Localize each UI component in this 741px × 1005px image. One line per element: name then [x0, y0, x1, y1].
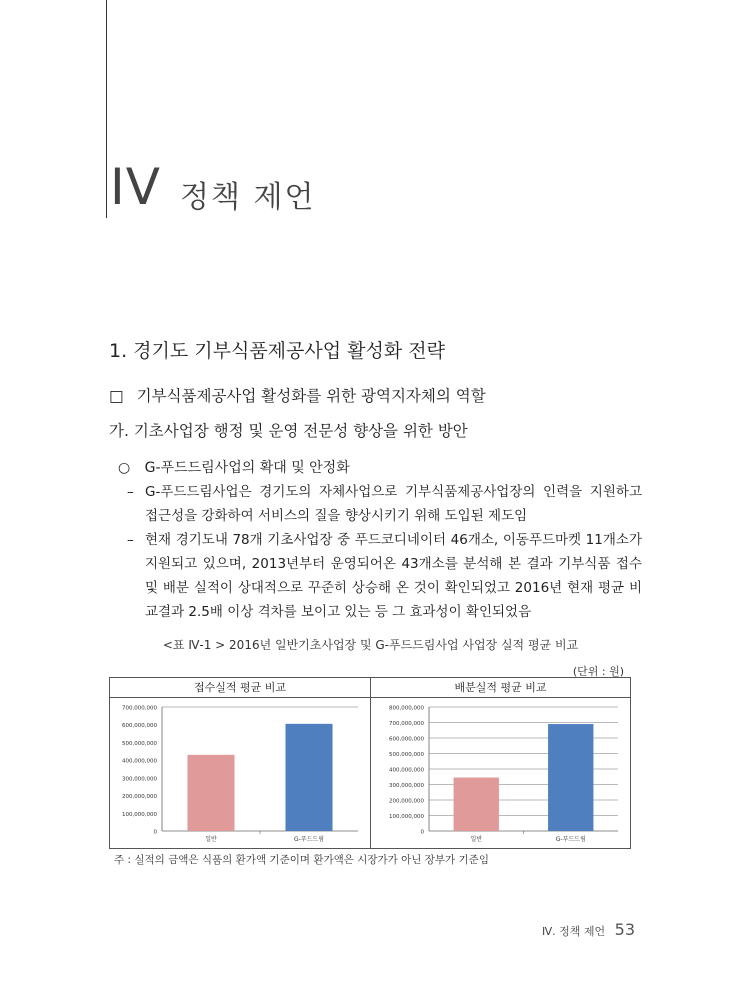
- dash-marker: –: [127, 532, 134, 548]
- page-footer: [542, 920, 635, 939]
- receipt-chart: [110, 699, 370, 849]
- y-tick-label: 300,000,000: [122, 776, 157, 783]
- page-number: 53: [614, 920, 635, 939]
- y-tick-label: 500,000,000: [389, 752, 424, 758]
- chart-table-frame: [109, 677, 631, 849]
- y-tick-label: 700,000,000: [389, 721, 424, 727]
- chapter-divider-line: [106, 0, 107, 218]
- y-tick-label: 100,000,000: [122, 811, 157, 818]
- chart-1-title: 접수실적 평균 비교: [110, 678, 370, 698]
- x-tick-label: G-푸드드림: [294, 836, 324, 843]
- section-title: 1. 경기도 기부식품제공사업 활성화 전략: [109, 340, 445, 362]
- subsection-heading: [109, 384, 486, 406]
- distribution-chart: [371, 699, 630, 849]
- bar-gfood: [548, 724, 593, 831]
- circle-bullet: ○: [118, 460, 131, 476]
- y-tick-label: 0: [420, 829, 424, 836]
- bar-general: [187, 755, 234, 831]
- footer-label: Ⅳ. 정책 제언: [541, 925, 606, 938]
- y-tick-label: 300,000,000: [389, 783, 424, 789]
- bar-gfood: [285, 724, 332, 831]
- paragraph-text: 현재 경기도내 78개 기초사업장 중 푸드코디네이터 46개소, 이동푸드마켓 11개소가 지원되고 있으며, 2013년부터 운영되어온 43개소를 분석해 본 결과 기부식품 접수 및 배분 실적이 상대적으로 꾸준히 상승해 온 것이 확인되었고 2016년 현재 평균 비교결과 2.5배 이상 격차를 보이고 있는 등 그 효과성이 확인되었음: [145, 532, 642, 620]
- paragraph-2: [127, 528, 642, 624]
- y-tick-label: 700,000,000: [122, 705, 157, 712]
- paragraph-text: G-푸드드림사업은 경기도의 자체사업으로 기부식품제공사업장의 인력을 지원하고 접근성을 강화하여 서비스의 질을 향상시키기 위해 도입된 제도임: [145, 484, 642, 524]
- x-tick-label: 일반: [470, 836, 483, 843]
- paragraph-1: [127, 480, 642, 528]
- dash-marker: –: [127, 484, 134, 500]
- item-heading: 가. 기초사업장 행정 및 운영 전문성 향상을 위한 방안: [109, 422, 468, 440]
- chapter-number: IV: [110, 158, 161, 216]
- y-tick-label: 400,000,000: [389, 767, 424, 774]
- y-tick-label: 0: [153, 829, 157, 836]
- x-tick-label: G-푸드드림: [555, 836, 586, 843]
- y-tick-label: 800,000,000: [389, 705, 424, 712]
- y-tick-label: 100,000,000: [389, 814, 424, 820]
- table-caption: <표 Ⅳ-1 > 2016년 일반기초사업장 및 G-푸드드림사업 사업장 실적 평균 비교: [162, 638, 579, 652]
- y-tick-label: 400,000,000: [122, 758, 157, 765]
- y-tick-label: 600,000,000: [389, 736, 424, 743]
- chapter-title: 정책 제언: [180, 180, 316, 215]
- table-note: 주 : 실적의 금액은 식품의 환가액 기준이며 환가액은 시장가가 아닌 장부가 기준임: [114, 854, 489, 866]
- x-tick-label: 일반: [205, 836, 217, 843]
- y-tick-label: 200,000,000: [389, 798, 424, 805]
- bullet-title: G-푸드드림사업의 확대 및 안정화: [144, 460, 350, 476]
- square-bullet: □: [109, 387, 124, 405]
- bar-general: [454, 778, 499, 831]
- circle-bullet-heading: [118, 457, 350, 477]
- y-tick-label: 500,000,000: [122, 740, 157, 747]
- unit-label: (단위 : 원): [572, 665, 624, 678]
- subsection-title: 기부식품제공사업 활성화를 위한 광역지자체의 역할: [136, 387, 486, 405]
- y-tick-label: 600,000,000: [122, 723, 157, 730]
- y-tick-label: 200,000,000: [122, 794, 157, 801]
- chart-2-title: 배분실적 평균 비교: [371, 678, 630, 698]
